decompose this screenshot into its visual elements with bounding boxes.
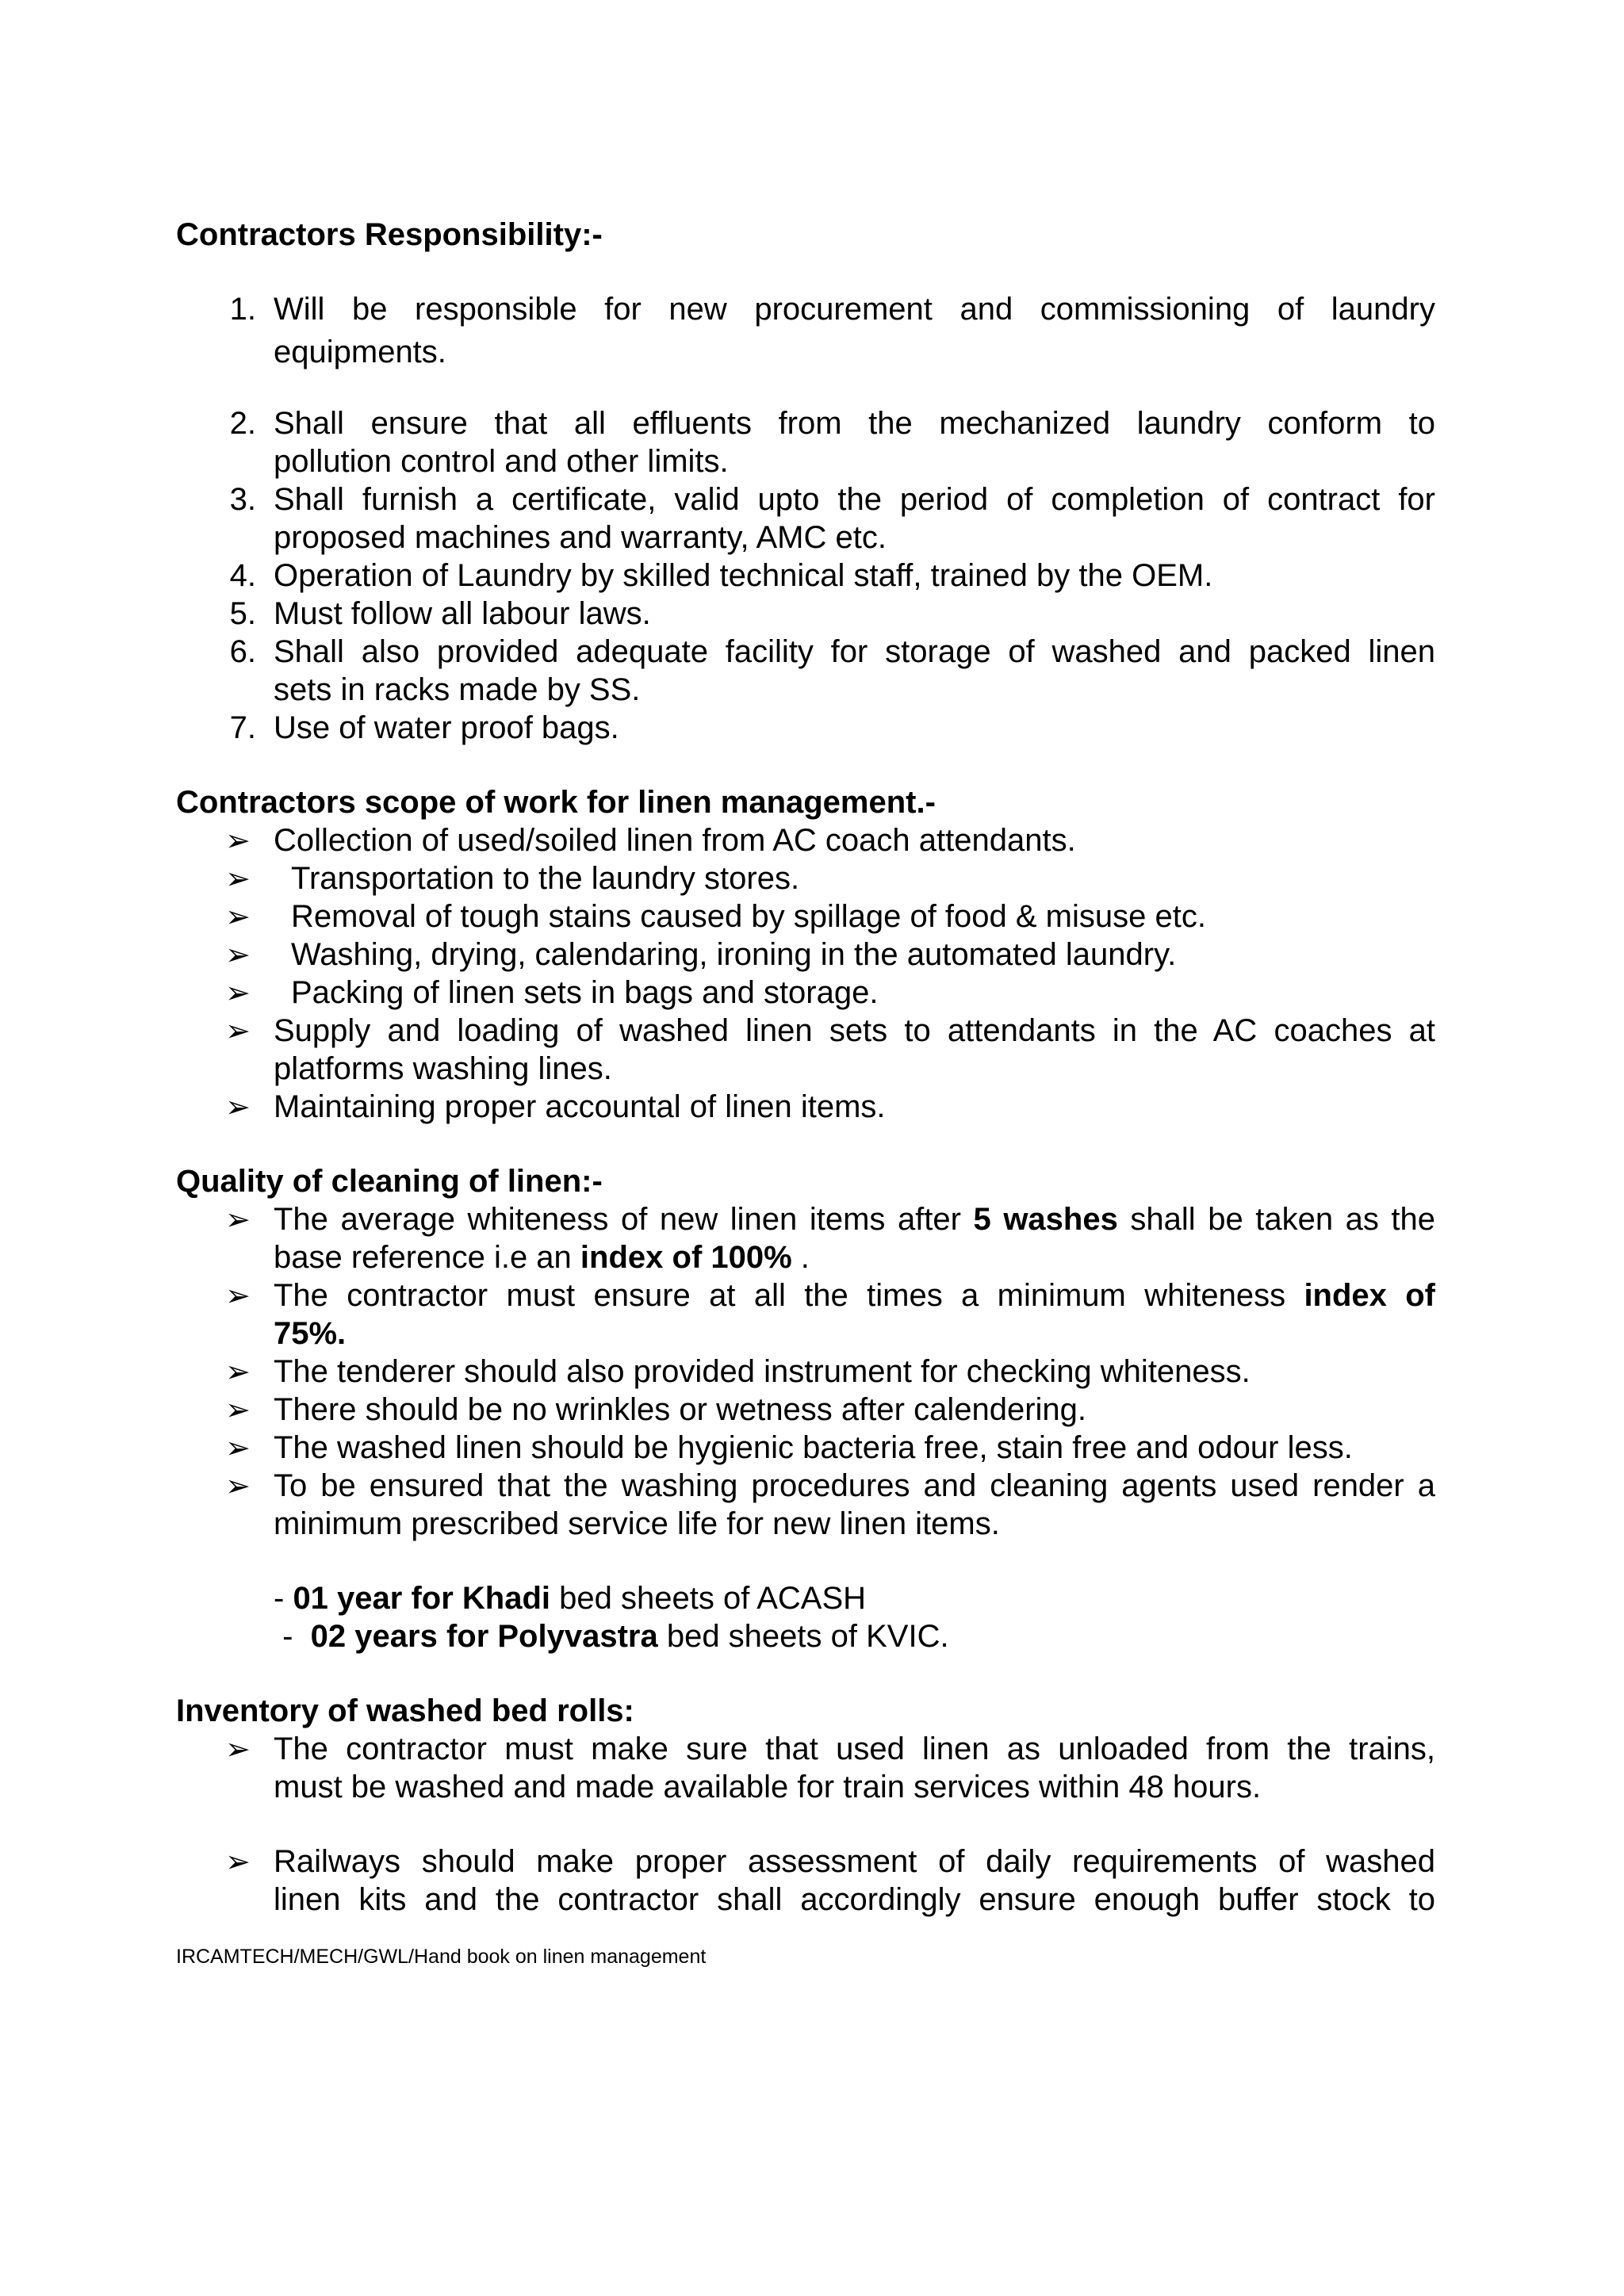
arrow-bullet-icon: ➢: [225, 1430, 251, 1465]
bullet-item-line: Transportation to the laundry stores.: [291, 861, 800, 896]
arrow-bullet-icon: ➢: [225, 1392, 251, 1427]
bullet-item-line: [274, 1276, 1435, 1314]
bullet-item-line: The tenderer should also provided instrument for checking whiteness.: [274, 1354, 1251, 1389]
list-item-line: Shall ensure that all effluents from the mechanized laundry conform to: [274, 406, 1435, 441]
list-number: 7.: [229, 710, 256, 745]
list-item-line: Shall also provided adequate facility for storage of washed and packed linen: [274, 634, 1435, 669]
bullet-item-line: must be washed and made available for train services within 48 hours.: [274, 1770, 1262, 1804]
bullet-item-line: The contractor must make sure that used linen as unloaded from the trains,: [274, 1732, 1435, 1766]
arrow-bullet-icon: ➢: [225, 1732, 251, 1766]
list-number: 4.: [229, 558, 256, 593]
bold-text-run: index of: [1304, 1278, 1436, 1313]
list-item-line: Use of water proof bags.: [274, 710, 619, 745]
arrow-bullet-icon: ➢: [225, 823, 251, 858]
list-number: 3.: [229, 482, 256, 517]
bold-text-run: index of 100%: [580, 1240, 792, 1275]
text-run: shall be taken as the: [1117, 1202, 1436, 1237]
arrow-bullet-icon: ➢: [225, 1844, 251, 1879]
arrow-bullet-icon: ➢: [225, 975, 251, 1010]
bullet-item-line: [274, 1238, 1435, 1276]
list-number: 2.: [229, 406, 256, 441]
list-number: 5.: [229, 596, 256, 631]
list-item-line: sets in racks made by SS.: [274, 672, 641, 707]
list-number: 1.: [229, 292, 256, 327]
bullet-item-line: platforms washing lines.: [274, 1051, 612, 1086]
text-run: .: [791, 1240, 810, 1275]
bold-text-run: 01 year for Khadi: [293, 1581, 551, 1616]
arrow-bullet-icon: ➢: [225, 1089, 251, 1124]
bullet-item-line: linen kits and the contractor shall accordingly ensure enough buffer stock to: [274, 1882, 1435, 1917]
arrow-bullet-icon: ➢: [225, 937, 251, 972]
section-heading-quality-of-cleaning: Quality of cleaning of linen:-: [176, 1164, 603, 1199]
arrow-bullet-icon: ➢: [225, 899, 251, 934]
arrow-bullet-icon: ➢: [225, 1468, 251, 1503]
section-heading-scope-of-work: Contractors scope of work for linen management.-: [176, 785, 936, 820]
bullet-item-line: Packing of linen sets in bags and storage.: [291, 975, 879, 1010]
bold-text-run: 02 years for Polyvastra: [310, 1619, 658, 1654]
list-number: 6.: [229, 634, 256, 669]
list-item-line: Shall furnish a certificate, valid upto the period of completion of contract for: [274, 482, 1435, 517]
dash-marker: -: [274, 1619, 311, 1654]
bold-text-run: 75%.: [274, 1316, 347, 1351]
bullet-item-line: [274, 1314, 1435, 1353]
bullet-item-line: Collection of used/soiled linen from AC coach attendants.: [274, 823, 1076, 858]
page-footer: IRCAMTECH/MECH/GWL/Hand book on linen management: [176, 1946, 707, 1968]
bullet-item-line: Removal of tough stains caused by spillage of food & misuse etc.: [291, 899, 1206, 934]
bullet-item-line: Washing, drying, calendaring, ironing in the automated laundry.: [291, 937, 1177, 972]
list-item-line: pollution control and other limits.: [274, 444, 729, 479]
text-run: The average whiteness of new linen items after: [274, 1202, 974, 1237]
bullet-item-line: To be ensured that the washing procedures and cleaning agents used render a: [274, 1468, 1435, 1503]
section-heading-inventory: Inventory of washed bed rolls:: [176, 1693, 634, 1728]
bullet-item-line: minimum prescribed service life for new linen items.: [274, 1506, 1000, 1541]
bullet-item-line: There should be no wrinkles or wetness after calendering.: [274, 1392, 1086, 1427]
bullet-item-line: Supply and loading of washed linen sets to attendants in the AC coaches at: [274, 1013, 1435, 1048]
bullet-item-line: Maintaining proper accountal of linen items.: [274, 1089, 886, 1124]
sub-item-line: [274, 1617, 1435, 1655]
dash-marker: -: [274, 1581, 293, 1616]
arrow-bullet-icon: ➢: [225, 1354, 251, 1389]
text-run: The contractor must ensure at all the times a minimum whiteness: [274, 1278, 1304, 1313]
arrow-bullet-icon: ➢: [225, 1278, 251, 1313]
arrow-bullet-icon: ➢: [225, 1013, 251, 1048]
list-item-line: proposed machines and warranty, AMC etc.: [274, 520, 887, 555]
section-heading-contractors-responsibility: Contractors Responsibility:-: [176, 217, 603, 252]
list-item-line: equipments.: [274, 335, 446, 369]
bold-text-run: 5 washes: [973, 1202, 1118, 1237]
arrow-bullet-icon: ➢: [225, 1202, 251, 1237]
list-item-line: Will be responsible for new procurement and commissioning of laundry: [274, 292, 1435, 327]
arrow-bullet-icon: ➢: [225, 861, 251, 896]
text-run: bed sheets of KVIC.: [657, 1619, 949, 1654]
bullet-item-line: [274, 1200, 1435, 1238]
list-item-line: Operation of Laundry by skilled technical staff, trained by the OEM.: [274, 558, 1213, 593]
bullet-item-line: Railways should make proper assessment of daily requirements of washed: [274, 1844, 1435, 1879]
list-item-line: Must follow all labour laws.: [274, 596, 651, 631]
sub-item-line: [274, 1579, 1435, 1617]
text-run: bed sheets of ACASH: [550, 1581, 867, 1616]
bullet-item-line: The washed linen should be hygienic bacteria free, stain free and odour less.: [274, 1430, 1353, 1465]
text-run: base reference i.e an: [274, 1240, 580, 1275]
